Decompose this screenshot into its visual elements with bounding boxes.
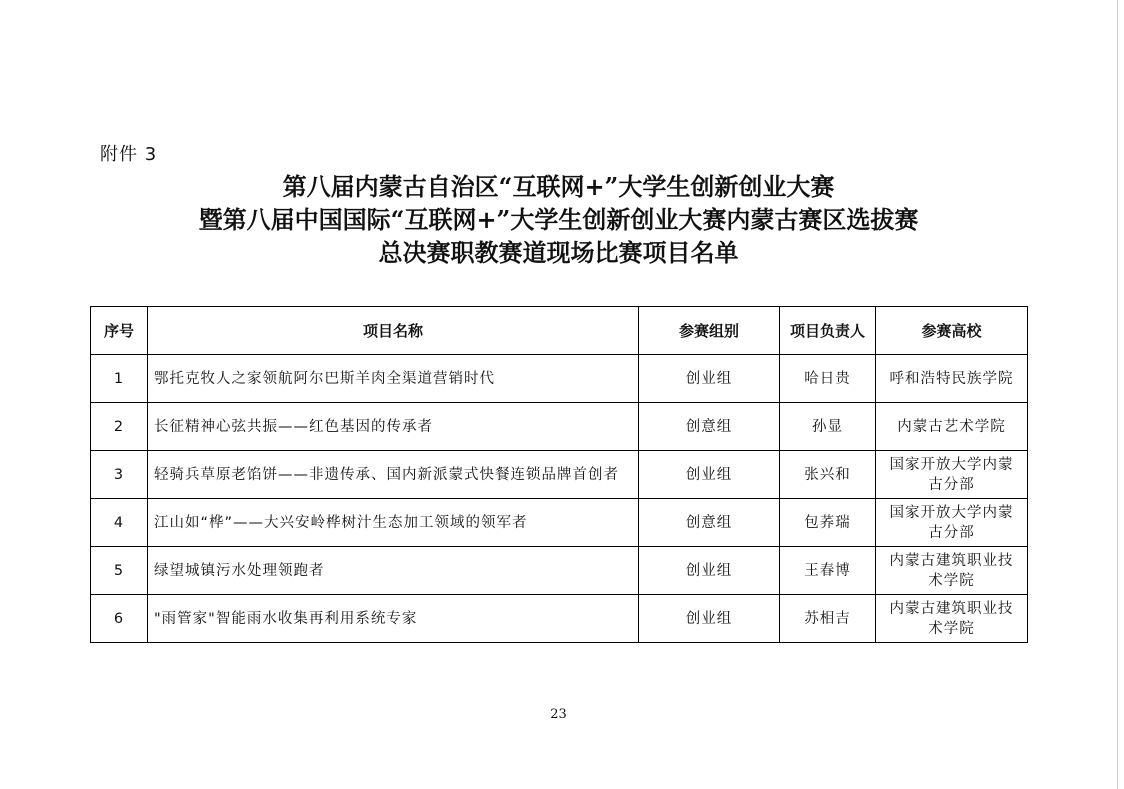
- project-name: 轻骑兵草原老馅饼——非遗传承、国内新派蒙式快餐连锁品牌首创者: [148, 451, 639, 499]
- header-project-name: 项目名称: [148, 307, 639, 355]
- school: 国家开放大学内蒙古分部: [876, 451, 1028, 499]
- title-line-1: 第八届内蒙古自治区“互联网+”大学生创新创业大赛: [282, 172, 835, 201]
- table-row: [91, 355, 1028, 403]
- document-title: [90, 170, 1027, 269]
- header-leader: 项目负责人: [780, 307, 876, 355]
- row-number: 6: [91, 595, 148, 643]
- project-name: 江山如“桦”——大兴安岭桦树汁生态加工领域的领军者: [148, 499, 639, 547]
- table-row: [91, 451, 1028, 499]
- header-number: 序号: [91, 307, 148, 355]
- leader: 孙显: [780, 403, 876, 451]
- project-name: 长征精神心弦共振——红色基因的传承者: [148, 403, 639, 451]
- title-line-3: 总决赛职教赛道现场比赛项目名单: [378, 238, 739, 267]
- table-row: [91, 547, 1028, 595]
- leader: 王春博: [780, 547, 876, 595]
- group: 创业组: [639, 595, 780, 643]
- project-name: 鄂托克牧人之家领航阿尔巴斯羊肉全渠道营销时代: [148, 355, 639, 403]
- row-number: 1: [91, 355, 148, 403]
- group: 创业组: [639, 355, 780, 403]
- table-row: [91, 403, 1028, 451]
- leader: 包荞瑞: [780, 499, 876, 547]
- row-number: 3: [91, 451, 148, 499]
- group: 创意组: [639, 499, 780, 547]
- leader: 哈日贵: [780, 355, 876, 403]
- project-name: 绿望城镇污水处理领跑者: [148, 547, 639, 595]
- school: 内蒙古艺术学院: [876, 403, 1028, 451]
- group: 创意组: [639, 403, 780, 451]
- leader: 苏相吉: [780, 595, 876, 643]
- group: 创业组: [639, 547, 780, 595]
- school: 呼和浩特民族学院: [876, 355, 1028, 403]
- school: 国家开放大学内蒙古分部: [876, 499, 1028, 547]
- header-school: 参赛高校: [876, 307, 1028, 355]
- page-number: 23: [550, 707, 567, 722]
- school: 内蒙古建筑职业技术学院: [876, 547, 1028, 595]
- leader: 张兴和: [780, 451, 876, 499]
- group: 创业组: [639, 451, 780, 499]
- page-edge-divider: [1117, 0, 1118, 789]
- header-group: 参赛组别: [639, 307, 780, 355]
- table-row: [91, 595, 1028, 643]
- project-name: "雨管家"智能雨水收集再利用系统专家: [148, 595, 639, 643]
- attachment-label: 附件 3: [100, 144, 158, 165]
- school: 内蒙古建筑职业技术学院: [876, 595, 1028, 643]
- row-number: 5: [91, 547, 148, 595]
- row-number: 4: [91, 499, 148, 547]
- table-row: [91, 499, 1028, 547]
- row-number: 2: [91, 403, 148, 451]
- project-list-table: [90, 306, 1028, 643]
- title-line-2: 暨第八届中国国际“互联网+”大学生创新创业大赛内蒙古赛区选拔赛: [198, 205, 919, 234]
- table-header-row: [91, 307, 1028, 355]
